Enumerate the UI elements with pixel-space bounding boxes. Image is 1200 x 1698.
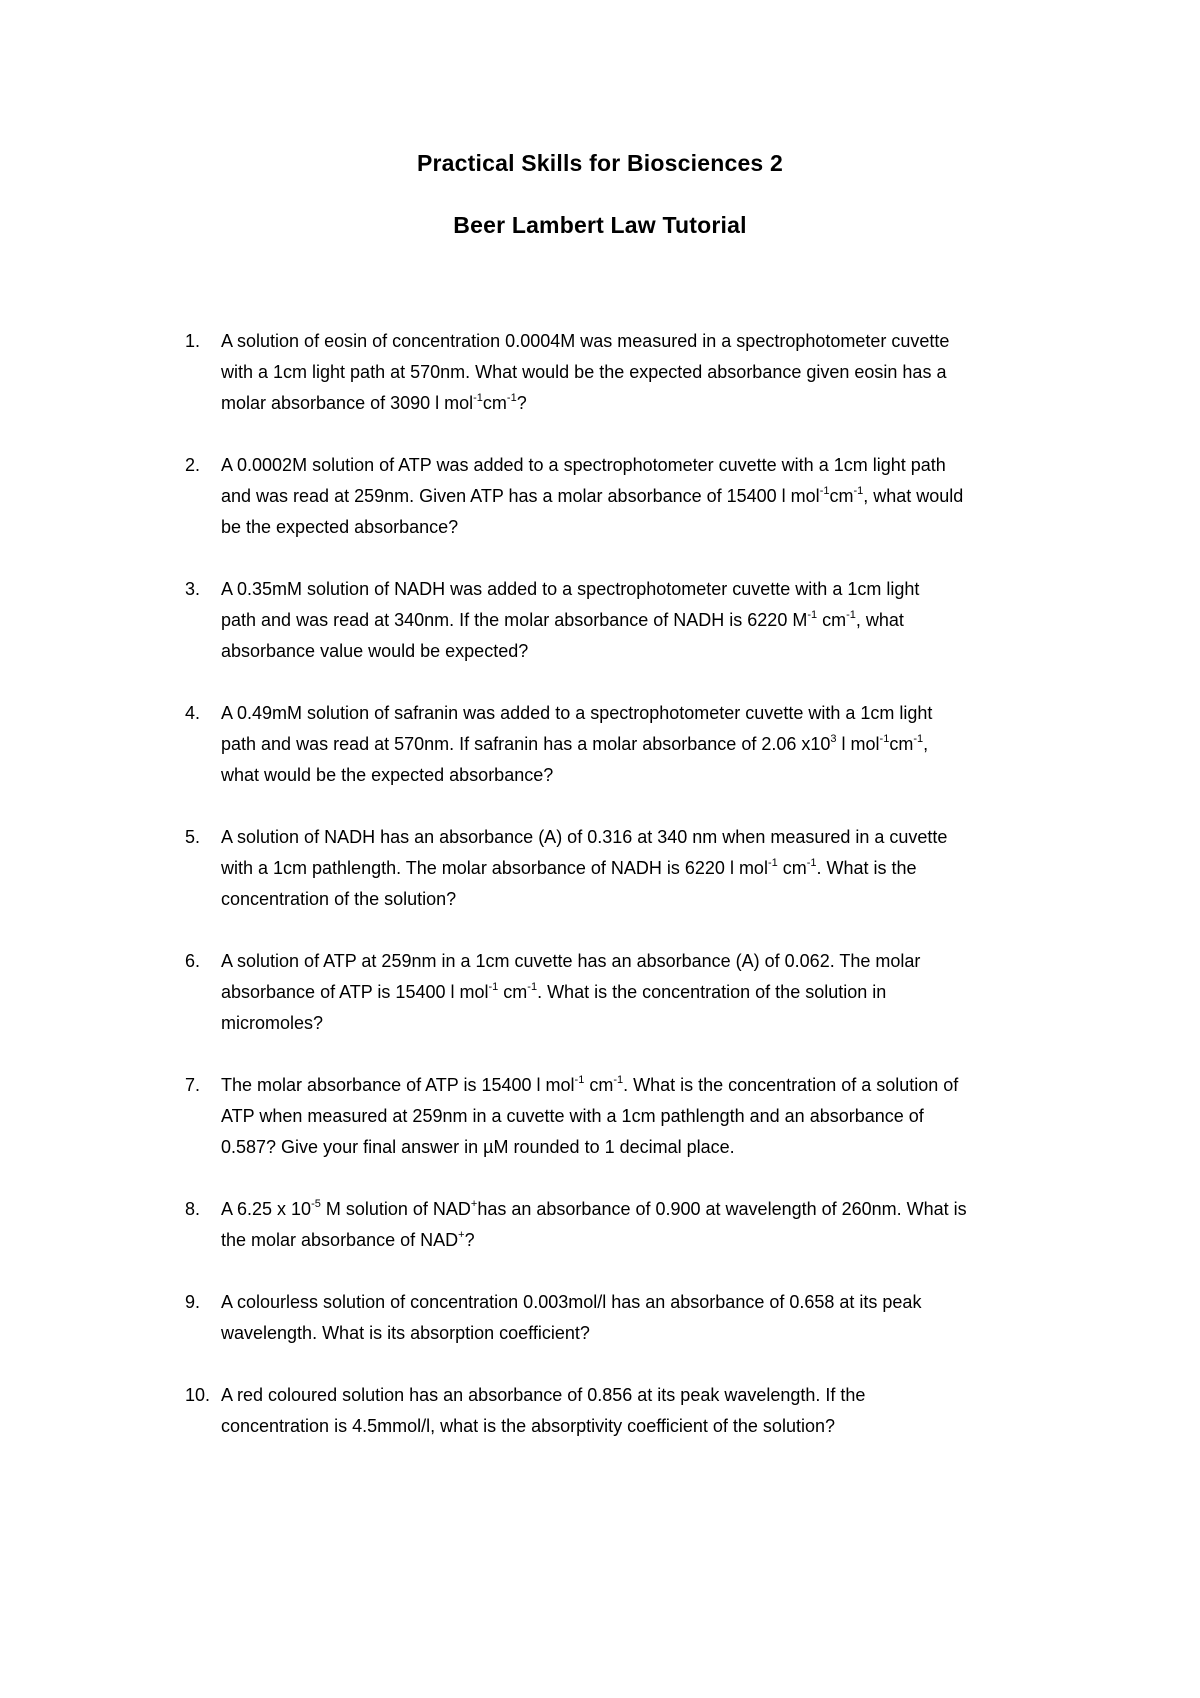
question-item [185, 698, 1085, 791]
question-line: 0.587? Give your final answer in µM rounded to 1 decimal place. [221, 1137, 735, 1157]
question-text [221, 326, 1085, 419]
question-line: path and was read at 570nm. If safranin has a molar absorbance of 2.06 x10 [221, 734, 831, 754]
superscript: -1 [819, 485, 830, 497]
question-line: A 6.25 x 10 [221, 1199, 312, 1219]
superscript: -1 [613, 1074, 624, 1086]
question-line: , what would [863, 486, 964, 506]
question-text [221, 1194, 1085, 1256]
question-line: cm [817, 610, 847, 630]
question-line: absorbance value would be expected? [221, 641, 529, 661]
question-line: be the expected absorbance? [221, 517, 459, 537]
question-number: 6. [185, 951, 201, 971]
question-line: A solution of NADH has an absorbance (A) of 0.316 at 340 nm when measured in a cuvette [221, 827, 948, 847]
superscript: -1 [913, 733, 924, 745]
question-line: cm [777, 858, 807, 878]
question-line: and was read at 259nm. Given ATP has a molar absorbance of 15400 l mol [221, 486, 820, 506]
question-line: . What is the concentration of the solution in [537, 982, 887, 1002]
document-title: Practical Skills for Biosciences 2 [416, 150, 784, 176]
question-line: . What is the [816, 858, 917, 878]
question-line: . What is the concentration of a solution of [623, 1075, 959, 1095]
question-text [221, 822, 1085, 915]
question-item [185, 1194, 1085, 1256]
question-line: cm [829, 486, 854, 506]
question-list [185, 326, 1085, 1473]
question-line: cm [498, 982, 528, 1002]
question-number: 1. [185, 331, 201, 351]
question-line: cm [482, 393, 507, 413]
superscript: -1 [807, 609, 818, 621]
question-number: 3. [185, 579, 201, 599]
question-line: cm [889, 734, 914, 754]
question-line: , what [855, 610, 904, 630]
question-line: A 0.35mM solution of NADH was added to a spectrophotometer cuvette with a 1cm light [221, 579, 920, 599]
question-line: concentration is 4.5mmol/l, what is the absorptivity coefficient of the solution? [221, 1416, 835, 1436]
question-text [221, 946, 1085, 1039]
question-line: cm [584, 1075, 614, 1095]
question-text [221, 450, 1085, 543]
question-text [221, 698, 1085, 791]
superscript: -1 [574, 1074, 585, 1086]
question-text [221, 1287, 1085, 1349]
question-line: A solution of ATP at 259nm in a 1cm cuvette has an absorbance (A) of 0.062. The molar [221, 951, 921, 971]
question-line: what would be the expected absorbance? [221, 765, 554, 785]
question-number: 4. [185, 703, 201, 723]
question-line: l mol [836, 734, 880, 754]
question-line: , [923, 734, 929, 754]
question-number: 8. [185, 1199, 201, 1219]
question-line: ATP when measured at 259nm in a cuvette with a 1cm pathlength and an absorbance of [221, 1106, 924, 1126]
question-item [185, 574, 1085, 667]
question-line: M solution of NAD [320, 1199, 471, 1219]
question-item [185, 946, 1085, 1039]
question-text [221, 1380, 1085, 1442]
superscript: -1 [806, 857, 817, 869]
question-line: absorbance of ATP is 15400 l mol [221, 982, 489, 1002]
superscript: + [470, 1198, 478, 1210]
question-number: 10. [185, 1385, 211, 1405]
question-number: 7. [185, 1075, 201, 1095]
question-line: A solution of eosin of concentration 0.0004M was measured in a spectrophotometer cuvette [221, 331, 950, 351]
question-text [221, 574, 1085, 667]
question-line: concentration of the solution? [221, 889, 457, 909]
superscript: -1 [488, 981, 499, 993]
question-item [185, 822, 1085, 915]
question-line: ? [516, 393, 527, 413]
superscript: -1 [527, 981, 538, 993]
superscript: -1 [767, 857, 778, 869]
superscript: -1 [846, 609, 856, 621]
question-line: A red coloured solution has an absorbance of 0.856 at its peak wavelength. If the [221, 1385, 866, 1405]
question-item [185, 450, 1085, 543]
question-line: the molar absorbance of NAD [221, 1230, 459, 1250]
question-line: A 0.0002M solution of ATP was added to a spectrophotometer cuvette with a 1cm light path [221, 455, 946, 475]
question-line: wavelength. What is its absorption coefficient? [221, 1323, 590, 1343]
superscript: -1 [879, 733, 890, 745]
question-text [221, 1070, 1085, 1163]
question-line: A colourless solution of concentration 0.003mol/l has an absorbance of 0.658 at its peak [221, 1292, 922, 1312]
question-item [185, 1070, 1085, 1163]
question-line: path and was read at 340nm. If the molar absorbance of NADH is 6220 M [221, 610, 808, 630]
question-line: has an absorbance of 0.900 at wavelength of 260nm. What is [477, 1199, 967, 1219]
superscript: -1 [853, 485, 864, 497]
superscript: -5 [311, 1198, 321, 1210]
document-subtitle: Beer Lambert Law Tutorial [453, 212, 747, 238]
superscript: + [458, 1229, 465, 1241]
question-line: ? [464, 1230, 475, 1250]
question-number: 5. [185, 827, 201, 847]
superscript: -1 [473, 392, 483, 404]
question-line: A 0.49mM solution of safranin was added to a spectrophotometer cuvette with a 1cm light [221, 703, 933, 723]
question-line: with a 1cm pathlength. The molar absorbance of NADH is 6220 l mol [221, 858, 768, 878]
question-item [185, 1380, 1085, 1442]
question-line: The molar absorbance of ATP is 15400 l mol [221, 1075, 575, 1095]
superscript: 3 [830, 733, 837, 745]
question-number: 9. [185, 1292, 201, 1312]
superscript: -1 [506, 392, 517, 404]
question-line: with a 1cm light path at 570nm. What would be the expected absorbance given eosin has a [221, 362, 947, 382]
question-line: micromoles? [221, 1013, 324, 1033]
question-item [185, 326, 1085, 419]
question-item [185, 1287, 1085, 1349]
question-number: 2. [185, 455, 201, 475]
question-line: molar absorbance of 3090 l mol [221, 393, 474, 413]
